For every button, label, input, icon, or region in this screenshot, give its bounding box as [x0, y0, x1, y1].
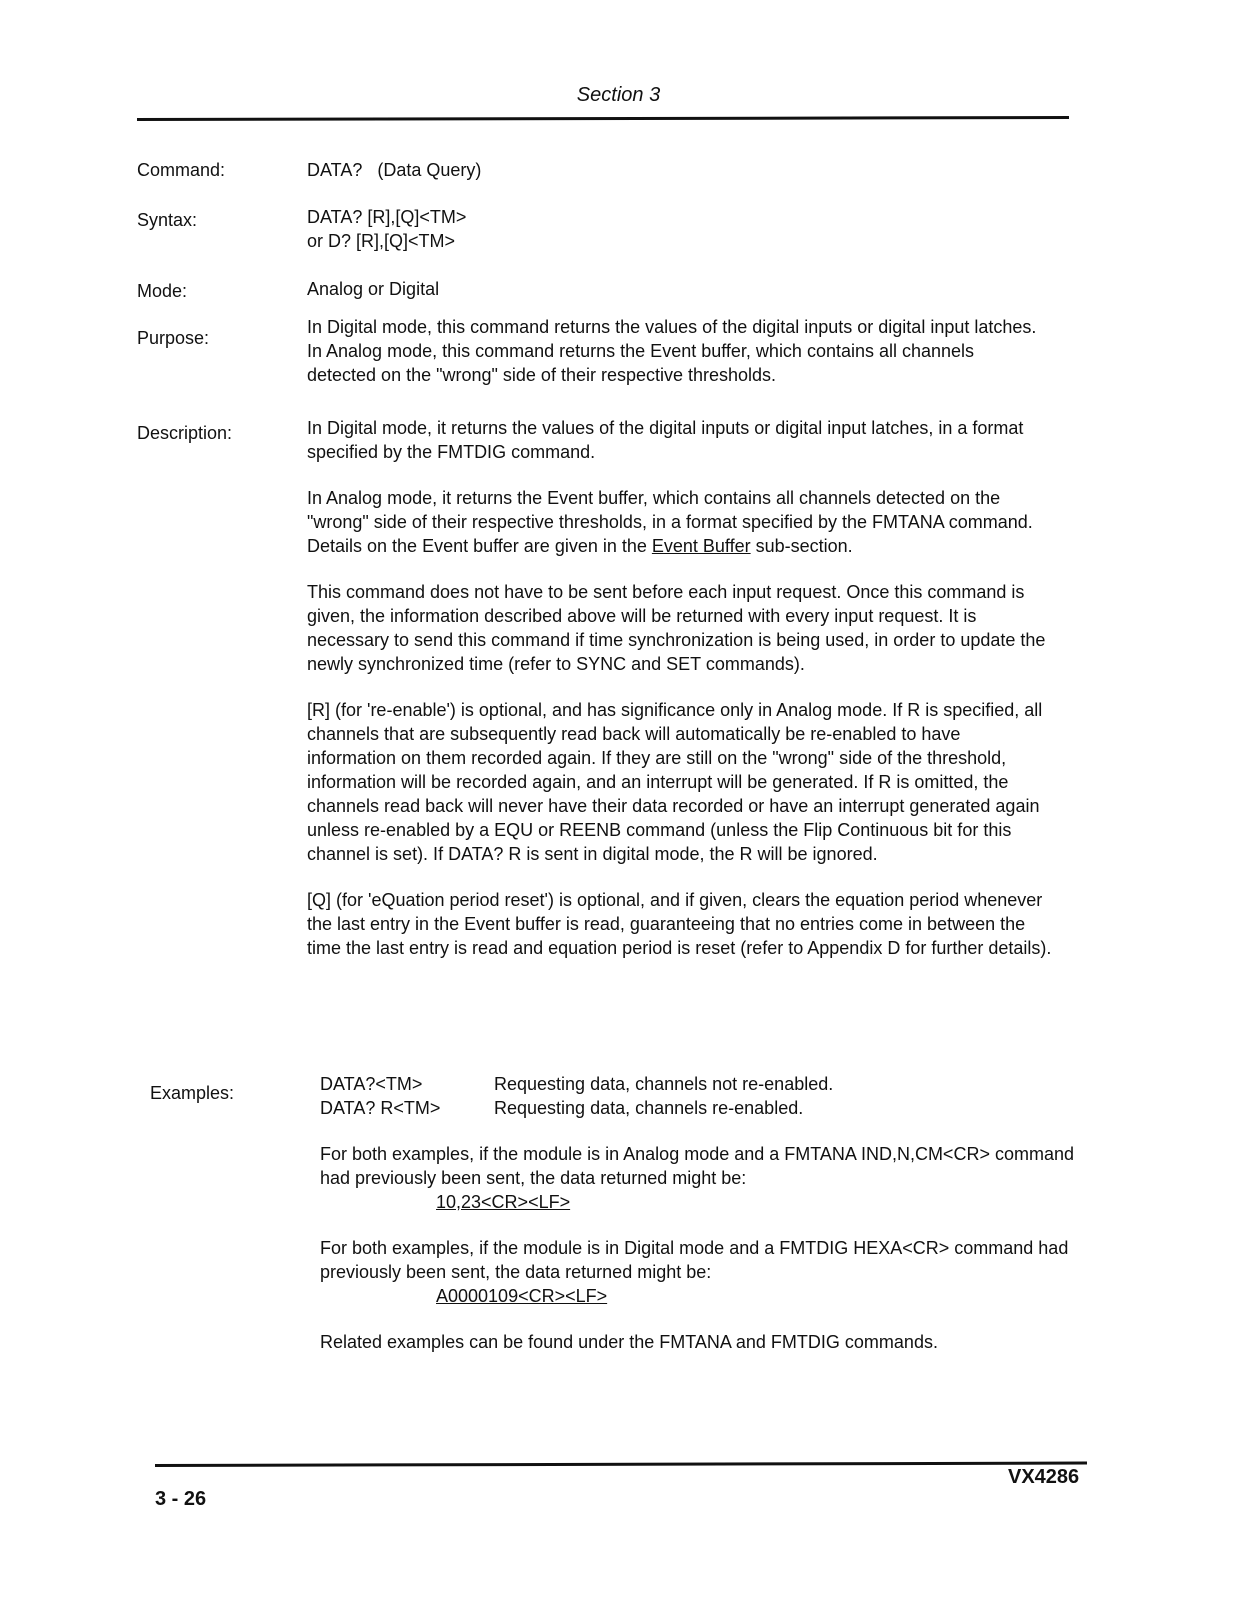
- digital-output-example: A0000109<CR><LF>: [436, 1286, 608, 1306]
- syntax-block: [307, 205, 1077, 253]
- example-1-description: Requesting data, channels not re-enabled.: [494, 1074, 834, 1094]
- example-2-command: DATA? R<TM>: [320, 1098, 441, 1118]
- event-buffer-reference: Event Buffer: [651, 536, 751, 556]
- description-paragraph-3: This command does not have to be sent before each input request. Once this command is given, the information described above will be returned with every input request. It is necessary to send this command if time synchronization is being used, in order to update the newly synchronized time (refer to SYNC and SET commands).: [307, 582, 1046, 674]
- examples-paragraph-2: [320, 1236, 1080, 1308]
- mode-label: Mode:: [137, 281, 188, 301]
- examples-paragraph-2-text: For both examples, if the module is in Digital mode and a FMTDIG HEXA<CR> command had previously been sent, the data returned might be:: [320, 1238, 1069, 1282]
- syntax-line-2: or D? [R],[Q]<TM>: [307, 231, 456, 251]
- command-value: DATA? (Data Query): [307, 160, 482, 180]
- example-1-command: DATA?<TM>: [320, 1074, 423, 1094]
- page-number: 3 - 26: [155, 1488, 207, 1510]
- header-rule: [137, 116, 1069, 121]
- purpose-text: In Digital mode, this command returns the values of the digital inputs or digital input latches. In Analog mode, this command returns the Event buffer, which contains all channels detected on the "wrong" side of their respective thresholds.: [307, 317, 1037, 385]
- example-1: [320, 1072, 1080, 1096]
- command-label: Command:: [137, 160, 226, 180]
- description-paragraph-2-tail: sub-section.: [750, 536, 853, 556]
- mode-value: Analog or Digital: [307, 279, 440, 299]
- description-paragraph-5: [Q] (for 'eQuation period reset') is optional, and if given, clears the equation period whenever the last entry in the Event buffer is read, guaranteeing that no entries come in between the time the last entry is read and equation period is reset (refer to Appendix D for further details).: [307, 890, 1052, 958]
- example-2: [320, 1096, 1080, 1120]
- description-body: [307, 416, 1052, 960]
- analog-output-example: 10,23<CR><LF>: [436, 1192, 571, 1212]
- section-header: Section 3: [576, 84, 661, 106]
- description-paragraph-4: [R] (for 're-enable') is optional, and has significance only in Analog mode. If R is specified, all channels that are subsequently read back will automatically be re-enabled to have information on them recorded again. If they are still on the "wrong" side of the threshold, information will be recorded again, and an interrupt will be generated. If R is omitted, the channels read back will never have their data recorded or have an interrupt generated again unless re-enabled by a EQU or REENB command (unless the Flip Continuous bit for this channel is set). If DATA? R is sent in digital mode, the R will be ignored.: [307, 700, 1043, 864]
- syntax-label: Syntax:: [137, 210, 198, 230]
- description-label: Description:: [137, 423, 233, 443]
- document-id: VX4286: [1008, 1466, 1080, 1488]
- syntax-line-1: DATA? [R],[Q]<TM>: [307, 207, 467, 227]
- description-paragraph-2: [307, 486, 1052, 558]
- examples-body: [320, 1072, 1080, 1354]
- examples-paragraph-3: Related examples can be found under the FMTANA and FMTDIG commands.: [320, 1332, 938, 1352]
- footer-rule: [155, 1462, 1087, 1467]
- examples-paragraph-1: [320, 1142, 1080, 1214]
- example-2-description: Requesting data, channels re-enabled.: [494, 1098, 804, 1118]
- description-paragraph-2-text: In Analog mode, it returns the Event buffer, which contains all channels detected on the "wrong" side of their respective thresholds, in a format specified by the FMTANA command. Details on the Event buffer are given in the: [307, 488, 1033, 556]
- description-paragraph-1: In Digital mode, it returns the values of the digital inputs or digital input latches, in a format specified by the FMTDIG command.: [307, 418, 1024, 462]
- examples-paragraph-1-text: For both examples, if the module is in Analog mode and a FMTANA IND,N,CM<CR> command had previously been sent, the data returned might be:: [320, 1144, 1074, 1188]
- examples-label: Examples:: [150, 1083, 235, 1103]
- purpose-label: Purpose:: [137, 328, 210, 348]
